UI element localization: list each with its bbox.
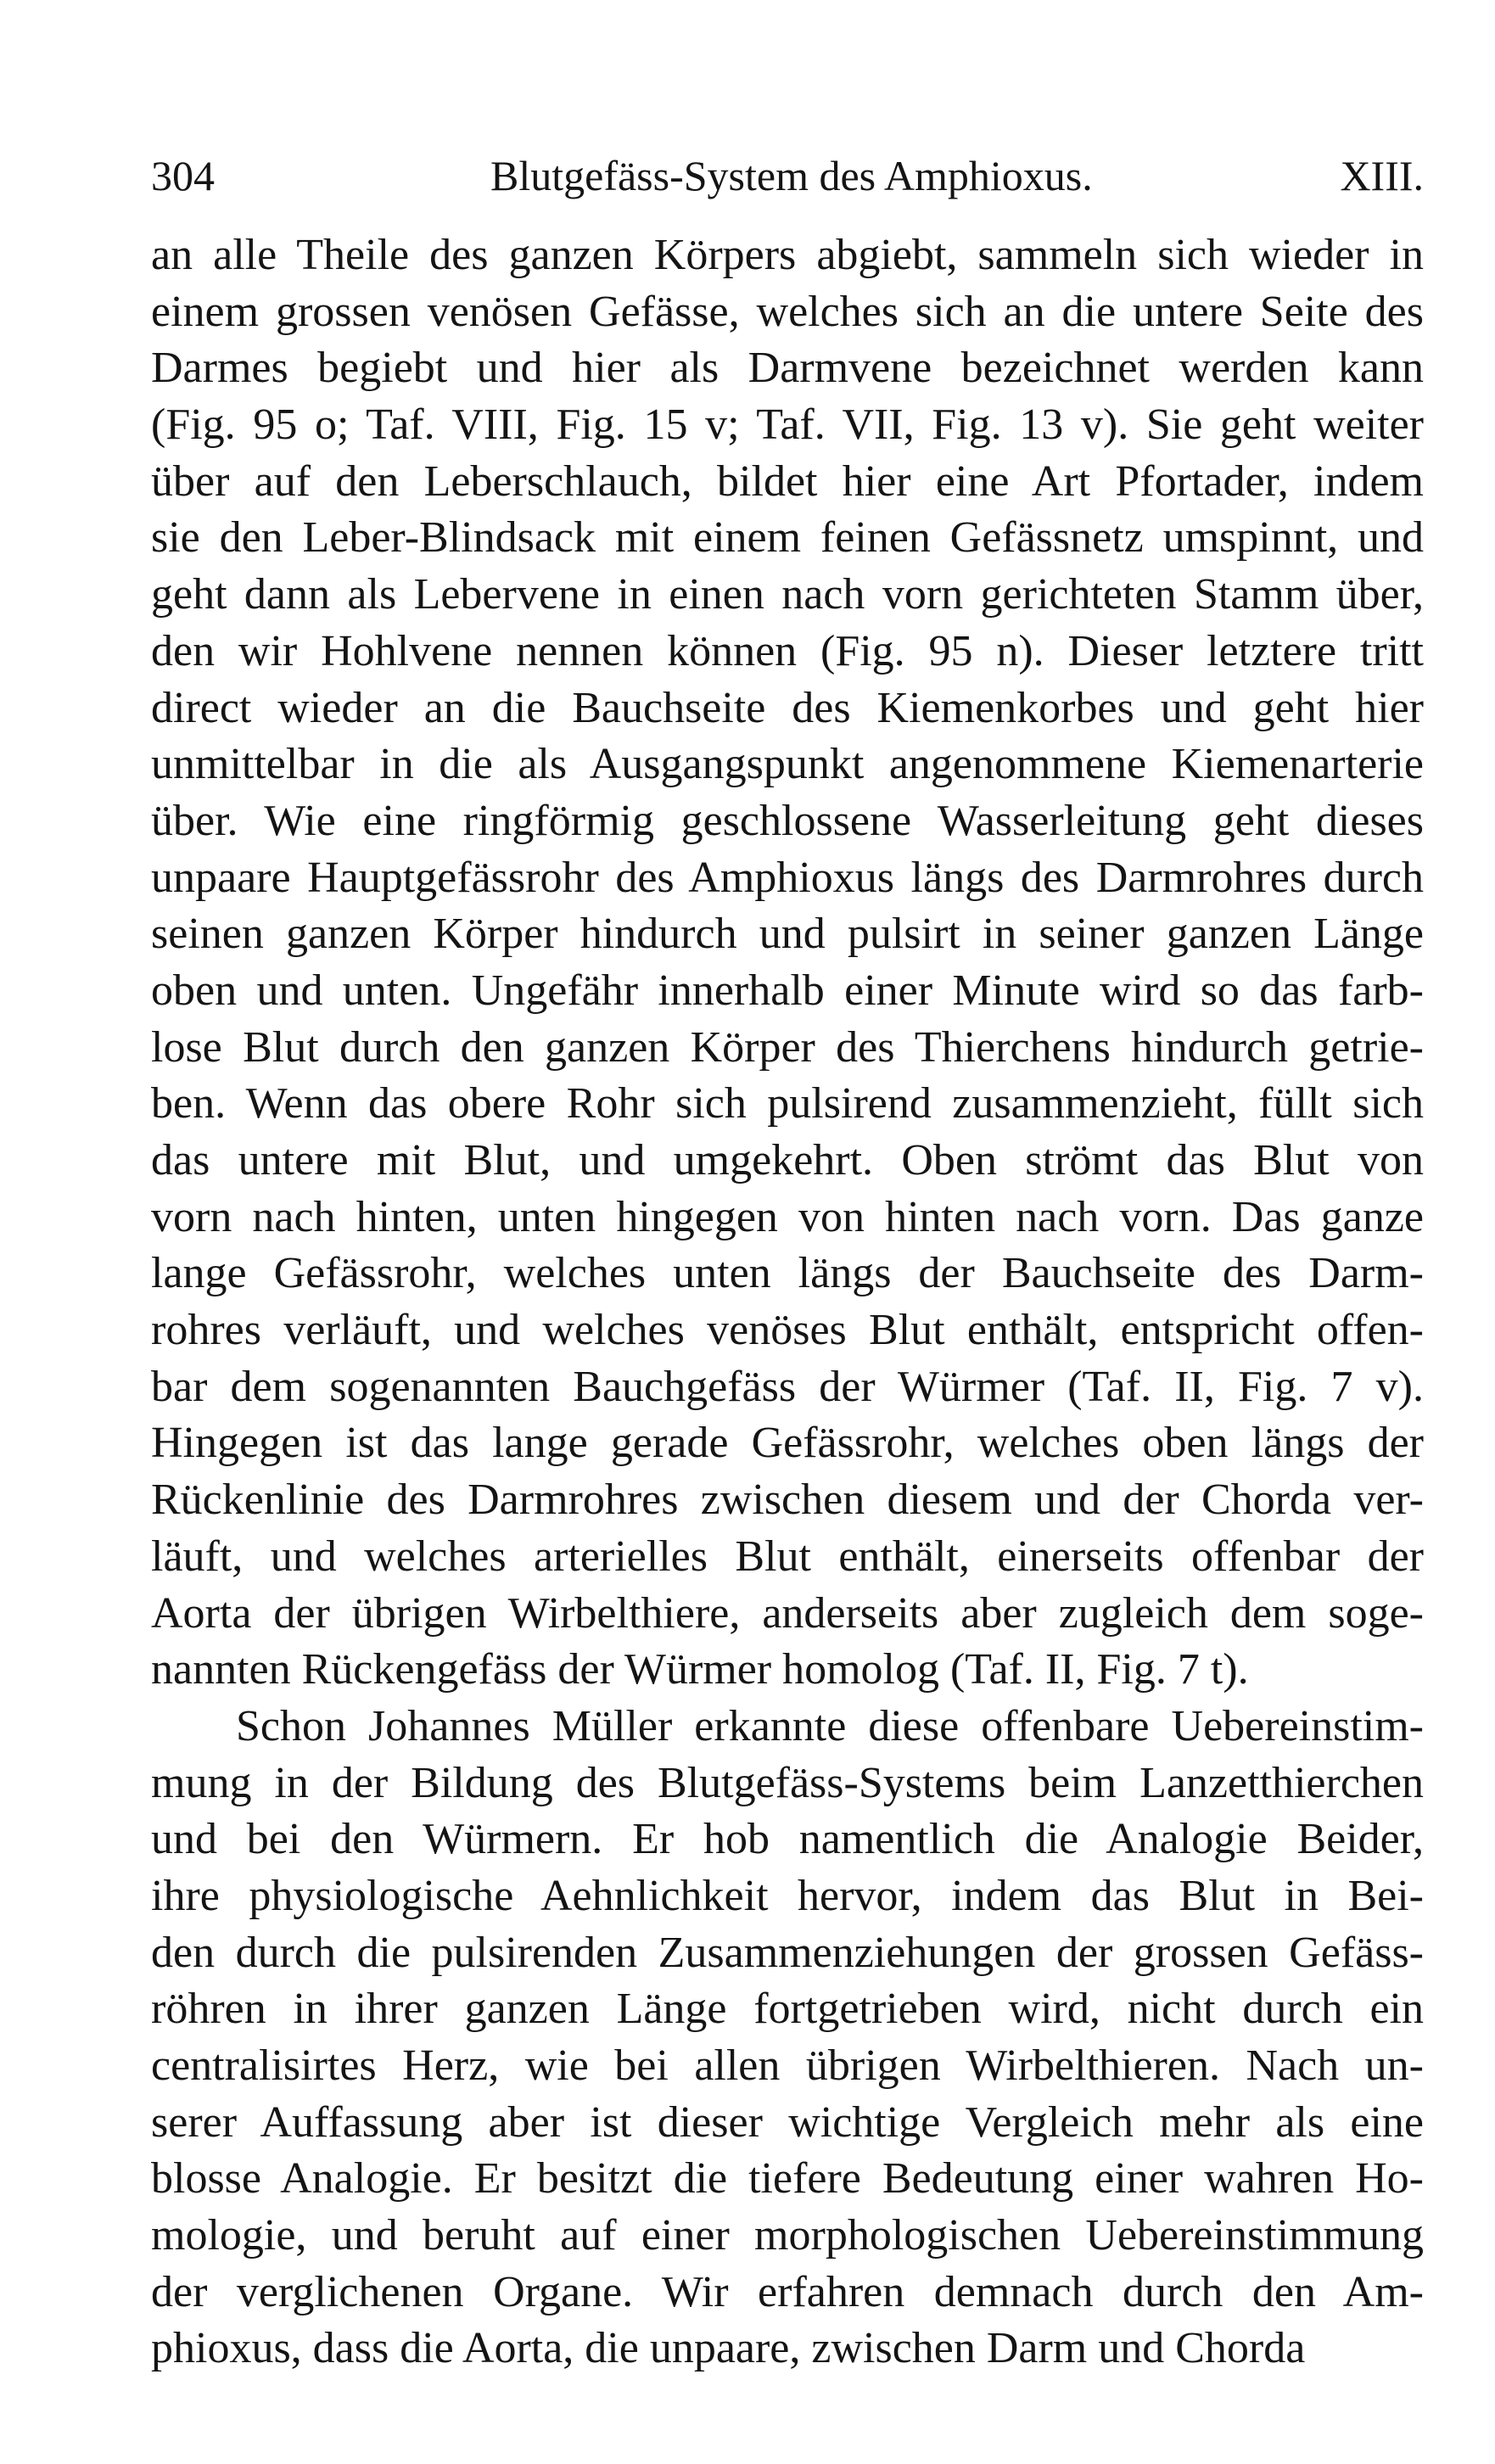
text-line: bar dem sogenannten Bauchgefäss der Würmer (Taf. II, Fig. 7 v). bbox=[151, 1362, 1424, 1411]
text-line: phioxus, dass die Aorta, die unpaare, zwischen Darm und Chorda bbox=[151, 2324, 1306, 2373]
text-line: ihre physiologische Aehnlichkeit hervor, indem das Blut in Bei- bbox=[151, 1871, 1424, 1920]
text-line: mung in der Bildung des Blutgefäss-Systems beim Lanzetthierchen bbox=[151, 1758, 1424, 1807]
text-line: blosse Analogie. Er besitzt die tiefere Bedeutung einer wahren Ho- bbox=[151, 2154, 1424, 2204]
text-line: Aorta der übrigen Wirbelthiere, anderseits aber zugleich dem soge- bbox=[151, 1588, 1424, 1638]
text-line: seinen ganzen Körper hindurch und pulsirt in seiner ganzen Länge bbox=[151, 910, 1424, 959]
text-line: röhren in ihrer ganzen Länge fortgetrieben wird, nicht durch ein bbox=[151, 1985, 1424, 2034]
text-line: unpaare Hauptgefässrohr des Amphioxus längs des Darmrohres durch bbox=[151, 853, 1424, 902]
running-header bbox=[151, 151, 1424, 210]
text-line: sie den Leber-Blindsack mit einem feinen Gefässnetz umspinnt, und bbox=[151, 513, 1424, 563]
text-line: lange Gefässrohr, welches unten längs der Bauchseite des Darm- bbox=[151, 1249, 1424, 1298]
text-line: centralisirtes Herz, wie bei allen übrigen Wirbelthieren. Nach un- bbox=[151, 2041, 1424, 2090]
text-line: über auf den Leberschlauch, bildet hier eine Art Pfortader, indem bbox=[151, 456, 1424, 506]
page-number: 304 bbox=[151, 152, 215, 199]
text-line: den wir Hohlvene nennen können (Fig. 95 n). Dieser letztere tritt bbox=[151, 626, 1424, 675]
text-line: serer Auffassung aber ist dieser wichtige Vergleich mehr als eine bbox=[151, 2097, 1424, 2147]
text-line: ben. Wenn das obere Rohr sich pulsirend zusammenzieht, füllt sich bbox=[151, 1079, 1424, 1128]
text-line: rohres verläuft, und welches venöses Blut enthält, entspricht offen- bbox=[151, 1306, 1424, 1355]
text-line: vorn nach hinten, unten hingegen von hinten nach vorn. Das ganze bbox=[151, 1192, 1424, 1241]
text-line: und bei den Würmern. Er hob namentlich die Analogie Beider, bbox=[151, 1815, 1424, 1864]
text-line: nannten Rückengefäss der Würmer homolog (Taf. II, Fig. 7 t). bbox=[151, 1645, 1249, 1694]
text-line: läuft, und welches arterielles Blut enthält, einerseits offenbar der bbox=[151, 1532, 1424, 1581]
running-title: Blutgefäss-System des Amphioxus. bbox=[490, 152, 1093, 199]
text-line: lose Blut durch den ganzen Körper des Thierchens hindurch getrie- bbox=[151, 1022, 1424, 1072]
text-line: unmittelbar in die als Ausgangspunkt angenommene Kiemenarterie bbox=[151, 740, 1424, 789]
text-line: Hingegen ist das lange gerade Gefässrohr, welches oben längs der bbox=[151, 1419, 1424, 1468]
body-text bbox=[151, 227, 1424, 2377]
chapter-number: XIII. bbox=[1340, 152, 1424, 199]
text-line: einem grossen venösen Gefässe, welches sich an die untere Seite des bbox=[151, 287, 1424, 336]
text-line: über. Wie eine ringförmig geschlossene Wasserleitung geht dieses bbox=[151, 796, 1424, 845]
text-line: oben und unten. Ungefähr innerhalb einer Minute wird so das farb- bbox=[151, 966, 1424, 1015]
text-line: direct wieder an die Bauchseite des Kiemenkorbes und geht hier bbox=[151, 683, 1424, 732]
text-line: das untere mit Blut, und umgekehrt. Oben strömt das Blut von bbox=[151, 1136, 1424, 1184]
text-line: Schon Johannes Müller erkannte diese offenbare Uebereinstim- bbox=[236, 1701, 1424, 1750]
text-line: der verglichenen Organe. Wir erfahren demnach durch den Am- bbox=[151, 2267, 1424, 2316]
text-line: Darmes begiebt und hier als Darmvene bezeichnet werden kann bbox=[151, 344, 1424, 393]
text-line: an alle Theile des ganzen Körpers abgiebt, sammeln sich wieder in bbox=[151, 231, 1424, 279]
text-line: mologie, und beruht auf einer morphologischen Uebereinstimmung bbox=[151, 2211, 1424, 2260]
text-line: (Fig. 95 o; Taf. VIII, Fig. 15 v; Taf. VII, Fig. 13 v). Sie geht weiter bbox=[151, 400, 1424, 450]
text-line: Rückenlinie des Darmrohres zwischen diesem und der Chorda ver- bbox=[151, 1476, 1424, 1525]
text-line: den durch die pulsirenden Zusammenziehungen der grossen Gefäss- bbox=[151, 1928, 1424, 1977]
text-line: geht dann als Lebervene in einen nach vorn gerichteten Stamm über, bbox=[151, 570, 1424, 619]
